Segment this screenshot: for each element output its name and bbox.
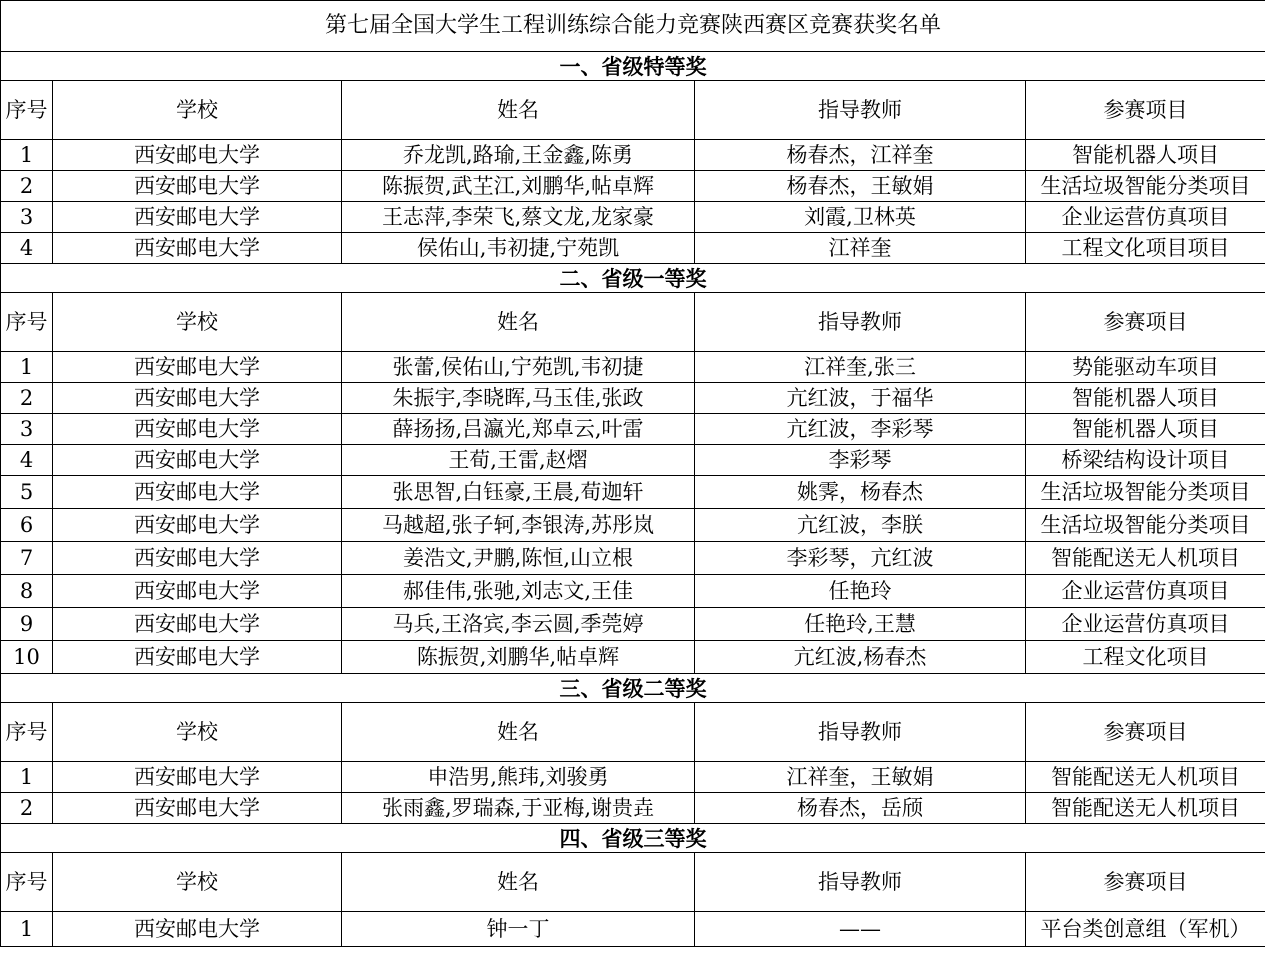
header-project: 参赛项目 [1026,853,1265,912]
cell-names: 薛扬扬,吕瀛光,郑卓云,叶雷 [342,414,695,445]
section-row [1,674,1265,703]
cell-names: 王志萍,李荣飞,蔡文龙,龙家豪 [342,202,695,233]
cell-advisor: 江祥奎 [695,233,1026,264]
header-advisor: 指导教师 [695,853,1026,912]
cell-index: 2 [1,383,53,414]
header-school: 学校 [53,81,342,140]
cell-advisor: 刘霞,卫林英 [695,202,1026,233]
table-row [1,352,1265,383]
header-names: 姓名 [342,293,695,352]
table-row [1,414,1265,445]
section-row [1,824,1265,853]
cell-advisor: 亢红波，于福华 [695,383,1026,414]
table-row [1,171,1265,202]
section-title: 一、省级特等奖 [1,52,1265,81]
section-row [1,264,1265,293]
cell-project: 工程文化项目项目 [1026,233,1265,264]
table-row [1,233,1265,264]
header-row [1,293,1265,352]
cell-names: 郝佳伟,张驰,刘志文,王佳 [342,575,695,608]
cell-project: 桥梁结构设计项目 [1026,445,1265,476]
table-row [1,793,1265,824]
section-title: 四、省级三等奖 [1,824,1265,853]
header-advisor: 指导教师 [695,293,1026,352]
cell-names: 马越超,张子轲,李银涛,苏彤岚 [342,509,695,542]
cell-index: 1 [1,762,53,793]
cell-school: 西安邮电大学 [53,509,342,542]
cell-index: 2 [1,793,53,824]
cell-school: 西安邮电大学 [53,383,342,414]
cell-school: 西安邮电大学 [53,542,342,575]
cell-project: 智能配送无人机项目 [1026,542,1265,575]
title-row [1,1,1265,52]
table-row [1,542,1265,575]
header-row [1,853,1265,912]
cell-advisor: 杨春杰，岳颀 [695,793,1026,824]
cell-school: 西安邮电大学 [53,476,342,509]
cell-advisor: —— [695,912,1026,947]
table-row [1,140,1265,171]
cell-index: 7 [1,542,53,575]
table-row [1,641,1265,674]
cell-names: 乔龙凯,路瑜,王金鑫,陈勇 [342,140,695,171]
cell-index: 10 [1,641,53,674]
table-row [1,383,1265,414]
cell-index: 1 [1,352,53,383]
cell-school: 西安邮电大学 [53,575,342,608]
cell-project: 生活垃圾智能分类项目 [1026,476,1265,509]
header-project: 参赛项目 [1026,293,1265,352]
cell-advisor: 姚霁，杨春杰 [695,476,1026,509]
cell-project: 工程文化项目 [1026,641,1265,674]
cell-project: 智能机器人项目 [1026,414,1265,445]
cell-index: 9 [1,608,53,641]
cell-project: 生活垃圾智能分类项目 [1026,171,1265,202]
cell-names: 陈振贺,武芏江,刘鹏华,帖卓辉 [342,171,695,202]
header-school: 学校 [53,293,342,352]
header-project: 参赛项目 [1026,703,1265,762]
table-row [1,912,1265,947]
header-project: 参赛项目 [1026,81,1265,140]
header-names: 姓名 [342,703,695,762]
table-row [1,445,1265,476]
cell-project: 智能配送无人机项目 [1026,762,1265,793]
table-row [1,608,1265,641]
cell-school: 西安邮电大学 [53,445,342,476]
header-index: 序号 [1,853,53,912]
cell-advisor: 亢红波，李朕 [695,509,1026,542]
cell-names: 马兵,王洛宾,李云圆,季莞婷 [342,608,695,641]
cell-school: 西安邮电大学 [53,414,342,445]
cell-index: 4 [1,233,53,264]
header-school: 学校 [53,703,342,762]
cell-school: 西安邮电大学 [53,912,342,947]
cell-school: 西安邮电大学 [53,171,342,202]
cell-advisor: 江祥奎,张三 [695,352,1026,383]
table-row [1,202,1265,233]
cell-index: 3 [1,202,53,233]
header-index: 序号 [1,81,53,140]
cell-school: 西安邮电大学 [53,793,342,824]
cell-names: 陈振贺,刘鹏华,帖卓辉 [342,641,695,674]
table-row [1,762,1265,793]
cell-school: 西安邮电大学 [53,762,342,793]
cell-advisor: 亢红波，李彩琴 [695,414,1026,445]
cell-advisor: 任艳玲,王慧 [695,608,1026,641]
cell-school: 西安邮电大学 [53,608,342,641]
cell-index: 1 [1,912,53,947]
document-title: 第七届全国大学生工程训练综合能力竞赛陕西赛区竞赛获奖名单 [1,1,1265,52]
cell-project: 生活垃圾智能分类项目 [1026,509,1265,542]
cell-advisor: 亢红波,杨春杰 [695,641,1026,674]
cell-project: 企业运营仿真项目 [1026,575,1265,608]
cell-project: 智能机器人项目 [1026,383,1265,414]
section-title: 二、省级一等奖 [1,264,1265,293]
cell-advisor: 李彩琴，亢红波 [695,542,1026,575]
cell-index: 4 [1,445,53,476]
cell-index: 2 [1,171,53,202]
cell-school: 西安邮电大学 [53,202,342,233]
cell-names: 朱振宇,李晓晖,马玉佳,张政 [342,383,695,414]
cell-names: 张思智,白钰豪,王晨,荀迦轩 [342,476,695,509]
cell-project: 企业运营仿真项目 [1026,608,1265,641]
header-names: 姓名 [342,853,695,912]
cell-school: 西安邮电大学 [53,233,342,264]
cell-names: 侯佑山,韦初捷,宁苑凯 [342,233,695,264]
header-row [1,703,1265,762]
cell-names: 张蕾,侯佑山,宁苑凯,韦初捷 [342,352,695,383]
cell-names: 钟一丁 [342,912,695,947]
table-row [1,575,1265,608]
cell-project: 企业运营仿真项目 [1026,202,1265,233]
cell-school: 西安邮电大学 [53,140,342,171]
cell-index: 6 [1,509,53,542]
cell-school: 西安邮电大学 [53,352,342,383]
cell-index: 1 [1,140,53,171]
header-index: 序号 [1,293,53,352]
section-title: 三、省级二等奖 [1,674,1265,703]
cell-project: 智能机器人项目 [1026,140,1265,171]
cell-index: 3 [1,414,53,445]
cell-names: 姜浩文,尹鹏,陈恒,山立根 [342,542,695,575]
cell-advisor: 江祥奎，王敏娟 [695,762,1026,793]
cell-index: 8 [1,575,53,608]
header-names: 姓名 [342,81,695,140]
header-row [1,81,1265,140]
cell-names: 张雨鑫,罗瑞森,于亚梅,谢贵垚 [342,793,695,824]
cell-names: 王荀,王雷,赵熠 [342,445,695,476]
cell-names: 申浩男,熊玮,刘骏勇 [342,762,695,793]
cell-project: 势能驱动车项目 [1026,352,1265,383]
cell-school: 西安邮电大学 [53,641,342,674]
header-advisor: 指导教师 [695,81,1026,140]
cell-project: 智能配送无人机项目 [1026,793,1265,824]
cell-advisor: 任艳玲 [695,575,1026,608]
cell-advisor: 杨春杰，江祥奎 [695,140,1026,171]
section-row [1,52,1265,81]
cell-project: 平台类创意组（军机） [1026,912,1265,947]
header-school: 学校 [53,853,342,912]
header-index: 序号 [1,703,53,762]
header-advisor: 指导教师 [695,703,1026,762]
table-row [1,509,1265,542]
table-row [1,476,1265,509]
cell-advisor: 李彩琴 [695,445,1026,476]
cell-index: 5 [1,476,53,509]
cell-advisor: 杨春杰，王敏娟 [695,171,1026,202]
